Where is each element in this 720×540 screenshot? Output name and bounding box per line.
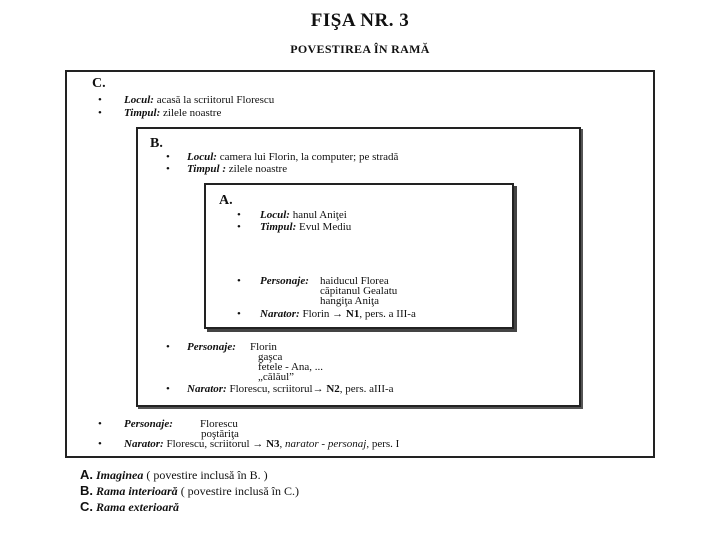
frame-b-narator: Narator: Florescu, scriitorul→ N2, pers. aIII-a <box>187 383 394 395</box>
frame-c-locul: Locul: acasă la scriitorul Florescu <box>124 94 275 106</box>
bullet-icon: • <box>166 341 170 353</box>
frame-b-personaj: fetele - Ana, ... <box>258 361 324 373</box>
arrow-right-icon: → <box>332 308 344 320</box>
arrow-right-icon: → <box>312 383 324 395</box>
legend-item-c: C. Rama exterioară <box>80 499 179 514</box>
frame-a-narator: Narator: Florin → N1, pers. a III-a <box>260 308 416 320</box>
bullet-icon: • <box>98 438 102 450</box>
legend-item-b: B. Rama interioară ( povestire inclusă în C.) <box>80 483 299 498</box>
bullet-icon: • <box>166 151 170 163</box>
frame-b-personaj: „călăul” <box>258 371 295 383</box>
frame-c-personaj: poştăriţa <box>201 428 239 440</box>
bullet-icon: • <box>237 275 241 287</box>
frame-c-narator: Narator: Florescu, scriitorul → N3, narator - personaj, pers. I <box>124 438 400 450</box>
frame-b-personaj: gaşca <box>258 351 283 363</box>
page-title: FIŞA NR. 3 <box>310 10 410 31</box>
frame-a-personaj: căpitanul Gealatu <box>320 285 398 297</box>
bullet-icon: • <box>237 221 241 233</box>
page-subtitle: POVESTIREA ÎN RAMĂ <box>290 42 430 56</box>
bullet-icon: • <box>237 209 241 221</box>
bullet-icon: • <box>166 383 170 395</box>
frame-a-letter: A. <box>219 193 233 208</box>
bullet-icon: • <box>166 163 170 175</box>
frame-a-timpul: Timpul: Evul Mediu <box>260 221 352 233</box>
bullet-icon: • <box>98 418 102 430</box>
bullet-icon: • <box>98 107 102 119</box>
frame-c-personaj: Florescu <box>200 418 238 430</box>
frame-b-personaje-label: Personaje: <box>187 341 236 353</box>
frame-b-timpul: Timpul : zilele noastre <box>187 163 288 175</box>
frame-b-personaj: Florin <box>250 341 277 353</box>
frame-a-personaj: hangiţa Aniţa <box>320 295 379 307</box>
frame-c-personaje-label: Personaje: <box>124 418 173 430</box>
frame-b-locul: Locul: camera lui Florin, la computer; pe stradă <box>187 151 399 163</box>
frame-b-letter: B. <box>150 136 163 151</box>
bullet-icon: • <box>237 308 241 320</box>
frame-a-personaje-label: Personaje: <box>260 275 309 287</box>
arrow-right-icon: → <box>252 438 264 450</box>
legend-item-a: A. Imaginea ( povestire inclusă în B. ) <box>80 467 268 482</box>
frame-a-locul: Locul: hanul Aniţei <box>260 209 347 221</box>
frame-a-personaj: haiducul Florea <box>320 275 389 287</box>
frame-c-timpul: Timpul: zilele noastre <box>124 107 222 119</box>
frame-c-letter: C. <box>92 76 106 91</box>
bullet-icon: • <box>98 94 102 106</box>
